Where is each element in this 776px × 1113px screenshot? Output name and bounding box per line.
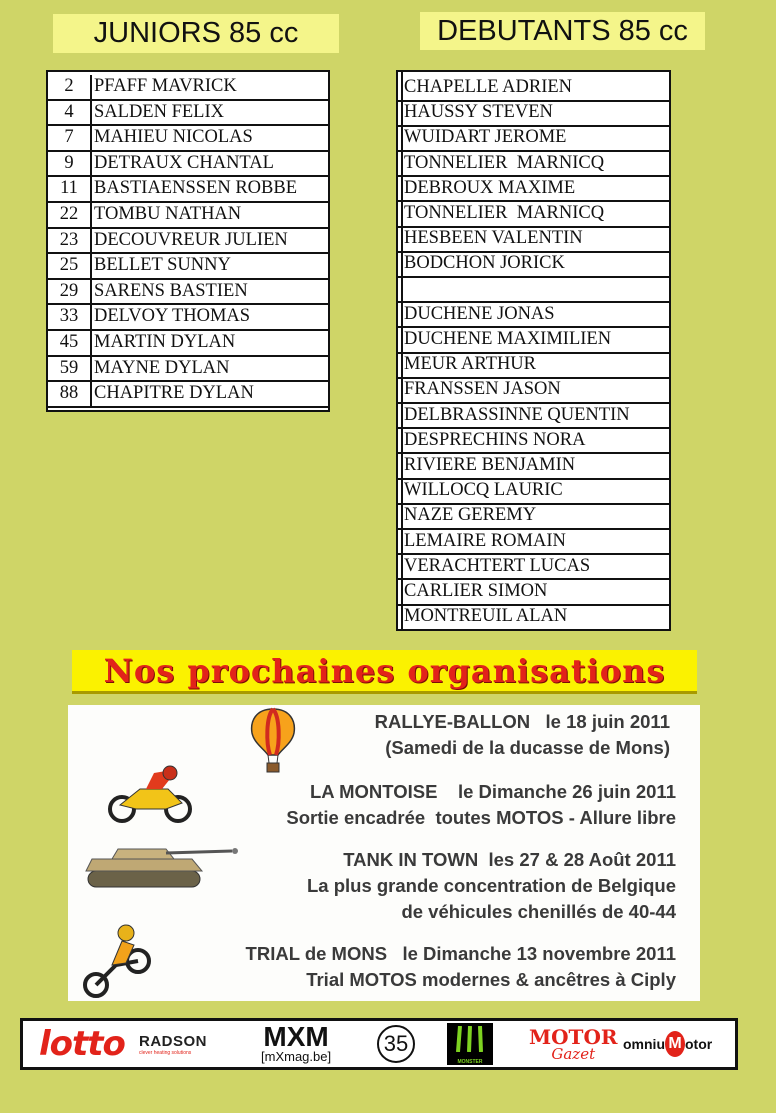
juniors-row	[48, 382, 328, 408]
debutants-row	[398, 278, 669, 304]
juniors-row	[48, 101, 328, 127]
rider-number: 23	[48, 229, 92, 253]
rider-name: MAYNE DYLAN	[94, 357, 230, 378]
rider-number: 33	[48, 305, 92, 329]
event-line: de véhicules chenillés de 40-44	[401, 901, 676, 922]
rider-number: 29	[48, 280, 92, 304]
rider-name: DESPRECHINS NORA	[404, 429, 586, 450]
debutants-row	[398, 227, 669, 253]
event-line: (Samedi de la ducasse de Mons)	[385, 737, 670, 758]
rider-name: DECOUVREUR JULIEN	[94, 229, 288, 250]
debutants-row	[398, 303, 669, 329]
juniors-row	[48, 229, 328, 255]
rider-name: DELVOY THOMAS	[94, 306, 251, 327]
event-line: RALLYE-BALLON le 18 juin 2011	[374, 711, 670, 732]
debutants-row	[398, 152, 669, 178]
debutants-row	[398, 76, 669, 102]
debutants-row	[398, 126, 669, 152]
rider-name: SARENS BASTIEN	[94, 280, 248, 301]
omnium-m-icon: M	[665, 1031, 685, 1057]
mxm-logo: MXM [mXmag.be]	[261, 1021, 332, 1064]
rider-number: 45	[48, 331, 92, 355]
juniors-row	[48, 152, 328, 178]
juniors-row	[48, 280, 328, 306]
rider-number: 9	[48, 152, 92, 176]
motor-gazet-logo: MOTOR Gazet	[529, 1024, 618, 1063]
rider-name: TONNELIER MARNICQ	[404, 152, 605, 173]
rider-name: LEMAIRE ROMAIN	[404, 530, 566, 551]
juniors-row	[48, 254, 328, 280]
rider-name: DEBROUX MAXIME	[404, 177, 576, 198]
debutants-header: DEBUTANTS 85 cc	[420, 12, 705, 50]
rider-name: BELLET SUNNY	[94, 255, 231, 276]
omnium-motor-logo: omniu M otor	[623, 1021, 712, 1067]
rider-name: DELBRASSINNE QUENTIN	[404, 404, 630, 425]
juniors-row	[48, 305, 328, 331]
rider-name: CHAPELLE ADRIEN	[404, 77, 573, 97]
rider-name: VERACHTERT LUCAS	[404, 555, 591, 576]
rider-name: FRANSSEN JASON	[404, 379, 561, 400]
rider-number: 25	[48, 254, 92, 278]
rider-name: DUCHENE MAXIMILIEN	[404, 329, 612, 349]
monster-claw-icon	[455, 1026, 485, 1052]
events-panel	[68, 705, 700, 1001]
event-line: TANK IN TOWN les 27 & 28 Août 2011	[343, 849, 676, 870]
debutants-row	[398, 252, 669, 278]
rider-number: 4	[48, 101, 92, 125]
debutants-row	[398, 530, 669, 556]
rider-name: TOMBU NATHAN	[94, 204, 242, 224]
juniors-row	[48, 331, 328, 357]
rider-name: CHAPITRE DYLAN	[94, 383, 254, 404]
debutants-row	[398, 555, 669, 581]
debutants-row	[398, 605, 669, 631]
rider-number: 11	[48, 177, 92, 201]
event-line: TRIAL de MONS le Dimanche 13 novembre 2011	[245, 943, 676, 964]
juniors-row	[48, 126, 328, 152]
rider-name: BODCHON JORICK	[404, 253, 565, 274]
rider-name: PFAFF MAVRICK	[94, 76, 237, 96]
juniors-row	[48, 357, 328, 383]
event-line: Sortie encadrée toutes MOTOS - Allure libre	[286, 807, 676, 828]
rider-name: DETRAUX CHANTAL	[94, 152, 274, 173]
motorcycle-rider-icon	[106, 765, 196, 823]
hot-air-balloon-icon	[248, 707, 298, 775]
rider-name: MEUR ARTHUR	[404, 354, 537, 375]
juniors-table	[46, 70, 330, 412]
debutants-row	[398, 580, 669, 606]
debutants-row	[398, 479, 669, 505]
rider-number: 7	[48, 126, 92, 150]
debutants-row	[398, 353, 669, 379]
debutants-row	[398, 378, 669, 404]
radson-logo: RADSON clever heating solutions	[139, 1032, 208, 1056]
rider-name: HAUSSY STEVEN	[404, 102, 553, 123]
trial-rider-icon	[82, 915, 152, 999]
debutants-row	[398, 429, 669, 455]
rider-name: WILLOCQ LAURIC	[404, 480, 563, 501]
rider-name: MARTIN DYLAN	[94, 332, 236, 352]
debutants-table	[396, 70, 671, 631]
rider-name: HESBEEN VALENTIN	[404, 228, 583, 249]
number-badge: 35	[377, 1021, 415, 1067]
juniors-row	[48, 177, 328, 203]
rider-name: CARLIER SIMON	[404, 581, 548, 601]
rider-number: 22	[48, 203, 92, 227]
rider-name: DUCHENE JONAS	[404, 303, 555, 324]
rider-number: 2	[48, 75, 92, 99]
debutants-row	[398, 504, 669, 530]
sponsor-bar	[20, 1018, 738, 1070]
rider-name: BASTIAENSSEN ROBBE	[94, 178, 298, 199]
monster-logo: MONSTER	[447, 1021, 493, 1067]
debutants-row	[398, 454, 669, 480]
rider-number: 59	[48, 357, 92, 381]
debutants-row	[398, 177, 669, 203]
debutants-row	[398, 101, 669, 127]
debutants-row	[398, 328, 669, 354]
organisations-banner: Nos prochaines organisations	[72, 650, 697, 694]
lotto-logo: lotto	[39, 1024, 125, 1064]
rider-name: MAHIEU NICOLAS	[94, 127, 253, 148]
event-line: La plus grande concentration de Belgique	[306, 875, 676, 896]
debutants-row	[398, 404, 669, 430]
debutants-row	[398, 202, 669, 228]
rider-name: MONTREUIL ALAN	[404, 606, 568, 627]
event-line: Trial MOTOS modernes & ancêtres à Ciply	[306, 969, 676, 990]
juniors-row	[48, 203, 328, 229]
rider-name: WUIDART JEROME	[404, 127, 567, 148]
rider-name: TONNELIER MARNICQ	[404, 203, 605, 223]
rider-name: SALDEN FELIX	[94, 101, 225, 122]
juniors-header: JUNIORS 85 cc	[53, 14, 339, 53]
event-line: LA MONTOISE le Dimanche 26 juin 2011	[309, 781, 676, 802]
rider-name: RIVIERE BENJAMIN	[404, 455, 576, 475]
rider-number: 88	[48, 382, 92, 406]
rider-name: NAZE GEREMY	[404, 505, 537, 526]
juniors-row	[48, 75, 328, 101]
tank-icon	[82, 845, 240, 891]
